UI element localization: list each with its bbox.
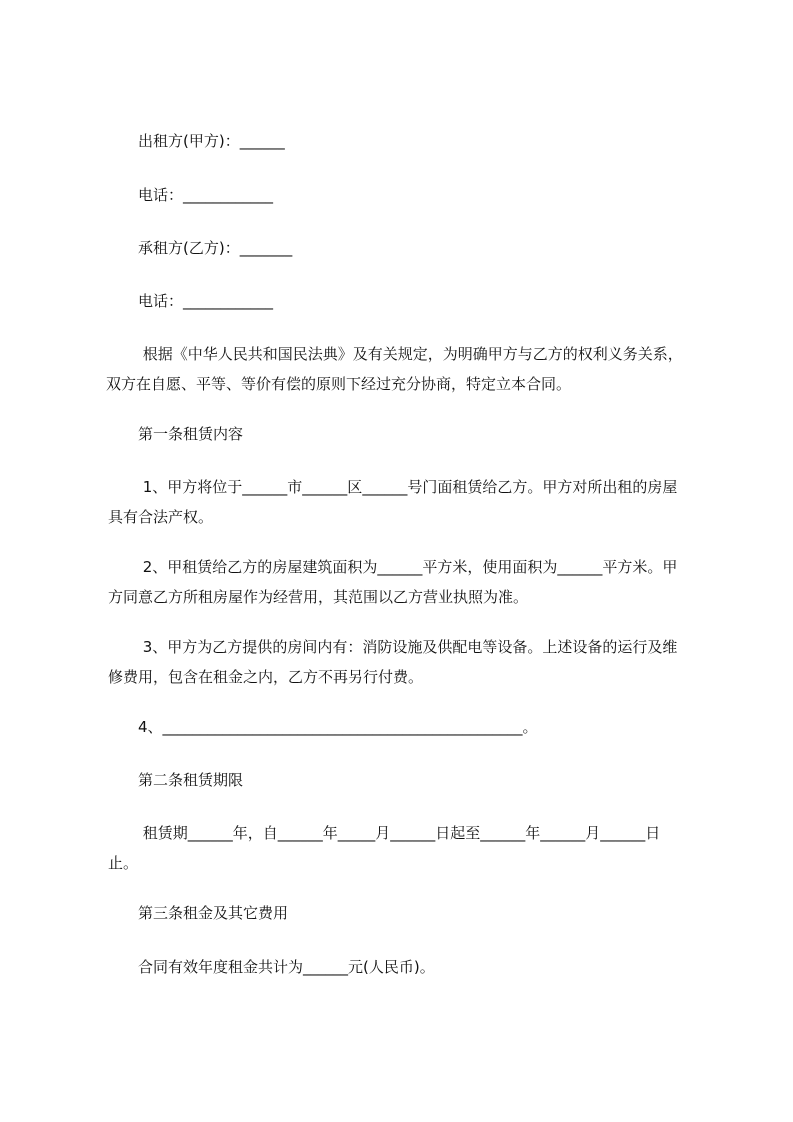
lessee-phone-field: 电话：____________ xyxy=(108,292,274,310)
preamble-paragraph: 根据《中华人民共和国民法典》及有关规定，为明确甲方与乙方的权利义务关系， 双方在自愿、平等、等价有偿的原则下经过充分协商，特定立本合同。 xyxy=(106,345,683,393)
annual-rent-paragraph: 合同有效年度租金共计为______元(人民币)。 xyxy=(108,958,435,976)
clause-1-2: 2、甲租赁给乙方的房屋建筑面积为______平方米，使用面积为______平方米。甲 方同意乙方所租房屋作为经营用，其范围以乙方营业执照为准。 xyxy=(108,558,678,606)
article-2-heading: 第二条租赁期限 xyxy=(108,771,244,789)
lessor-phone-field: 电话：____________ xyxy=(108,186,274,204)
article-1-heading: 第一条租赁内容 xyxy=(108,425,244,443)
clause-1-4: 4、________________________________________________。 xyxy=(108,718,538,736)
lease-term-paragraph: 租赁期______年，自______年_____月______日起至______年______月______日 止。 xyxy=(108,824,661,872)
clause-1-3: 3、甲方为乙方提供的房间内有：消防设施及供配电等设备。上述设备的运行及维 修费用，包含在租金之内，乙方不再另行付费。 xyxy=(108,638,678,686)
clause-1-1: 1、甲方将位于______市______区______号门面租赁给乙方。甲方对所出租的房屋 具有合法产权。 xyxy=(108,478,678,526)
article-3-heading: 第三条租金及其它费用 xyxy=(108,904,289,922)
lessee-party-field: 承租方(乙方)：_______ xyxy=(108,239,293,257)
lessor-party-field: 出租方(甲方)：______ xyxy=(108,132,285,150)
